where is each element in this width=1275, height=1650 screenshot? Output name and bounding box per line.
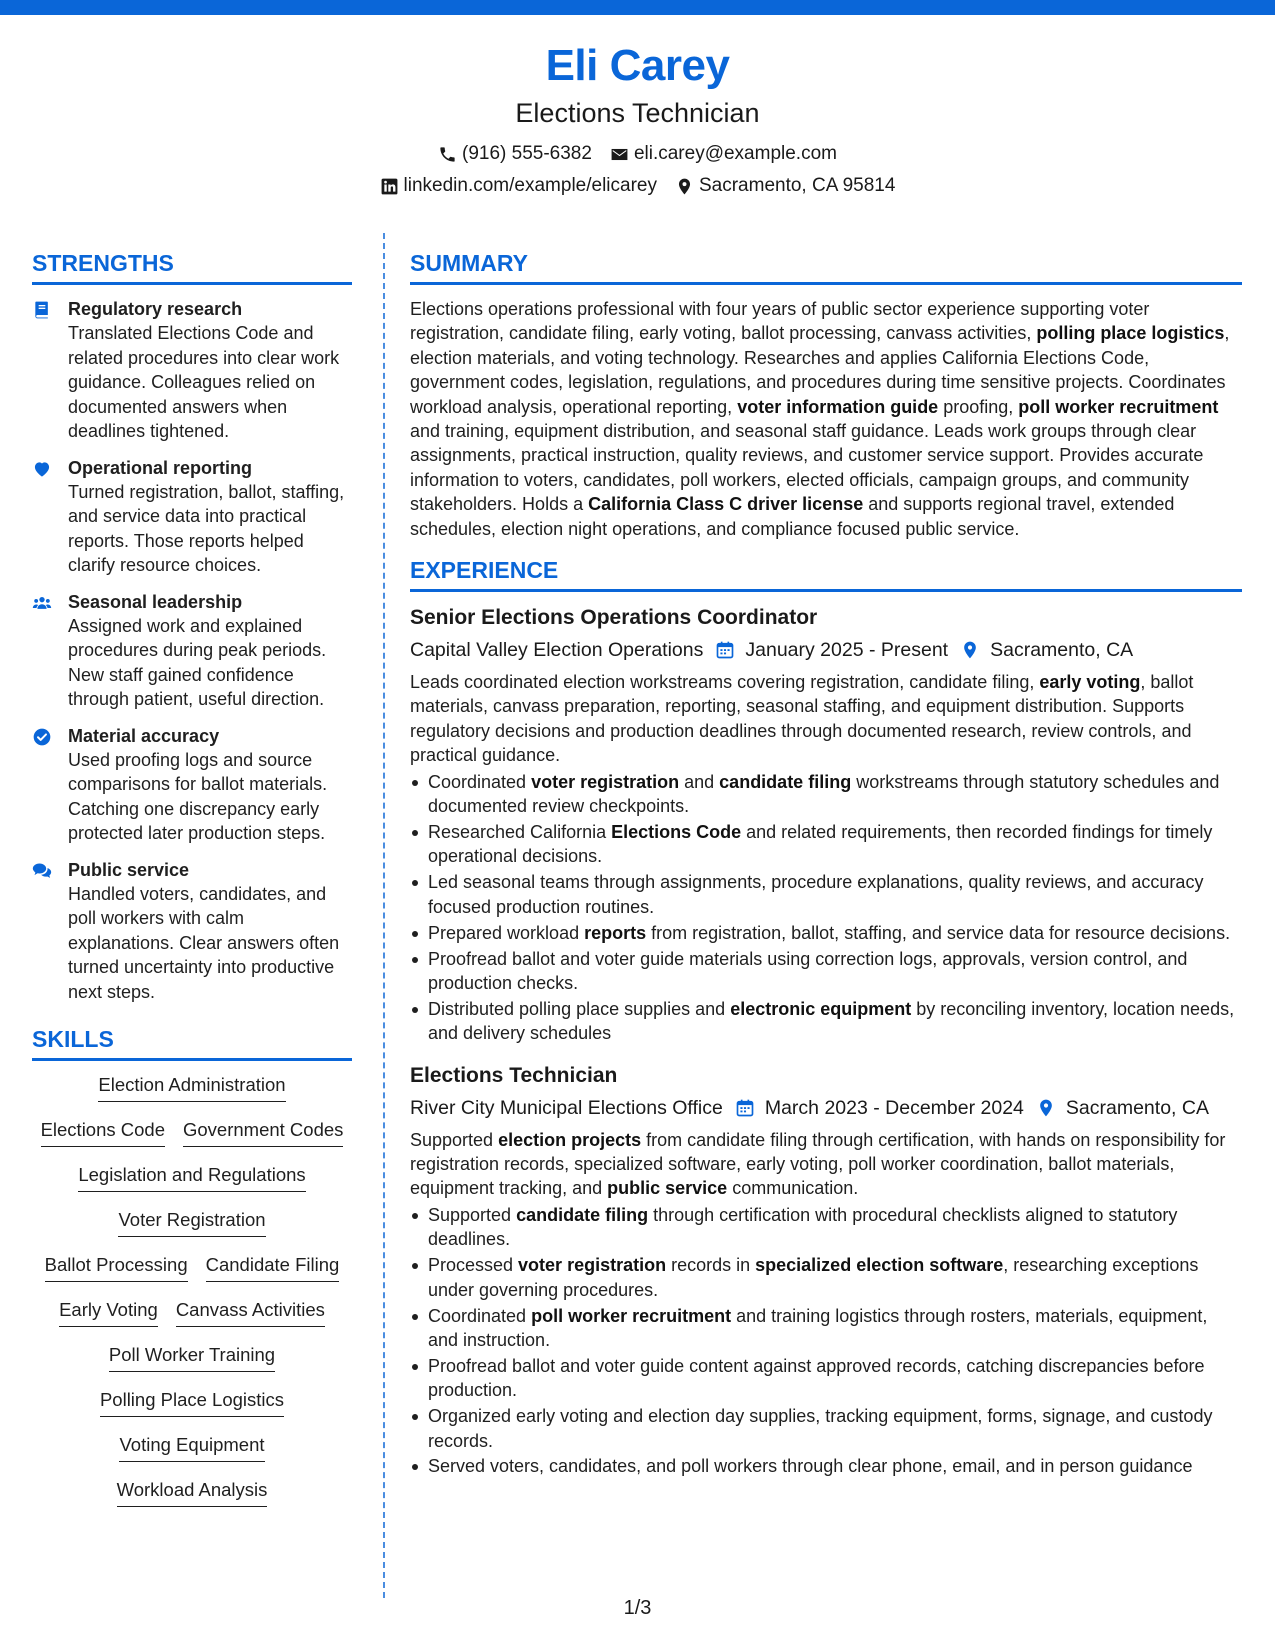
column-divider: [383, 233, 385, 1598]
map-marker-icon: [675, 177, 694, 196]
job-intro: Supported election projects from candidate filing through certification, with hands on responsibility for registration records, specialized software, early voting, poll worker coordination, ballot materials, equipment tracking, and public service communication.: [410, 1129, 1226, 1199]
map-marker-icon: [1036, 1098, 1056, 1118]
skill-row: [117, 1478, 268, 1523]
keyword-emphasis: Elections Code: [611, 822, 742, 842]
keyword-emphasis: election projects: [498, 1129, 642, 1150]
strength-title: Operational reporting: [68, 457, 253, 478]
job-company: Capital Valley Election Operations: [410, 639, 704, 662]
candidate-title: Elections Technician: [515, 98, 760, 128]
strengths-list: [32, 297, 352, 1004]
job-intro: Leads coordinated election workstreams covering registration, candidate filing, early voting, ballot materials, canvass preparation, reporting, seasonal staffing, and equipment distribution. Supports regulatory decisions and production deadlines through documented research, review controls, and practical guidance.: [410, 672, 1194, 766]
experience-list: [410, 604, 1242, 1479]
skill-row: [118, 1208, 265, 1253]
skill-tag: Voter Registration: [118, 1208, 265, 1237]
skill-row: [78, 1163, 305, 1208]
keyword-emphasis: voter information guide: [737, 396, 939, 417]
job-entry: [410, 604, 1242, 1046]
keyword-emphasis: California Class C driver license: [588, 494, 864, 515]
job-bullet: Researched California Elections Code and related requirements, then recorded findings for timely operational decisions.: [410, 820, 1242, 869]
skill-tag: Election Administration: [98, 1073, 285, 1102]
resume-header: [0, 40, 1275, 198]
strength-item: [32, 297, 352, 444]
keyword-emphasis: voter registration: [531, 771, 680, 792]
job-bullet: Proofread ballot and voter guide materials using correction logs, approvals, version control, and production checks.: [410, 947, 1242, 996]
keyword-emphasis: poll worker recruitment: [1018, 396, 1219, 417]
strength-description: Translated Elections Code and related procedures into clear work guidance. Colleagues relied on documented answers when deadlines tightened.: [68, 323, 340, 441]
calendar-icon: [715, 640, 735, 660]
job-meta: [410, 1094, 1242, 1122]
contact-row-2: [0, 174, 1275, 198]
skill-tag: Voting Equipment: [119, 1433, 264, 1462]
strength-body: [68, 456, 352, 578]
skills-list: [32, 1073, 352, 1523]
location-text: Sacramento, CA 95814: [698, 175, 896, 196]
keyword-emphasis: candidate filing: [719, 771, 852, 792]
summary-heading: SUMMARY: [410, 250, 1242, 285]
job-entry: [410, 1062, 1242, 1479]
skill-tag: Poll Worker Training: [109, 1343, 275, 1372]
skill-row: [119, 1433, 264, 1478]
candidate-name: Eli Carey: [545, 41, 730, 90]
job-bullet: Organized early voting and election day supplies, tracking equipment, forms, signage, and custody records.: [410, 1404, 1242, 1453]
skill-tag: Polling Place Logistics: [100, 1388, 284, 1417]
strength-item: [32, 456, 352, 578]
strength-title: Public service: [68, 859, 190, 880]
experience-heading: EXPERIENCE: [410, 557, 1242, 592]
skill-row: [100, 1388, 284, 1433]
strength-description: Assigned work and explained procedures during peak periods. New staff gained confidence through patient, useful direction.: [68, 615, 327, 709]
skills-heading: SKILLS: [32, 1026, 352, 1061]
right-column: [410, 250, 1242, 1495]
linkedin-contact[interactable]: [380, 174, 657, 198]
skill-row: [59, 1298, 325, 1343]
users-icon: [32, 590, 54, 712]
phone-icon: [438, 145, 457, 164]
job-dates: March 2023 - December 2024: [764, 1096, 1024, 1119]
strength-item: [32, 724, 352, 846]
strength-body: [68, 590, 352, 712]
map-marker-icon: [960, 640, 980, 660]
job-company: River City Municipal Elections Office: [410, 1096, 723, 1119]
strength-body: [68, 858, 352, 1005]
keyword-emphasis: electronic equipment: [730, 998, 912, 1019]
comments-icon: [32, 858, 54, 1005]
job-dates: January 2025 - Present: [745, 639, 949, 662]
summary-text: Elections operations professional with four years of public sector experience supporting voter registration, candidate filing, early voting, ballot processing, canvass activities, polling place logistics, election materials, and voting technology. Researches and applies California Elections Code, government codes, legislation, regulations, and procedures during time sensitive projects. Coordinates workload analysis, operational reporting, voter information guide proofing, poll worker recruitment and training, equipment distribution, and seasonal staff guidance. Leads work groups through clear assignments, practical instruction, quality reviews, and customer service support. Provides accurate information to voters, candidates, poll workers, elected officials, campaign groups, and community stakeholders. Holds a California Class C driver license and supports regional travel, extended schedules, election night operations, and compliance focused public service.: [410, 299, 1230, 539]
job-bullet: Served voters, candidates, and poll workers through clear phone, email, and in person guidance: [410, 1454, 1242, 1478]
keyword-emphasis: candidate filing: [516, 1204, 649, 1225]
job-bullet: Proofread ballot and voter guide content against approved records, catching discrepancies before production.: [410, 1354, 1242, 1403]
keyword-emphasis: poll worker recruitment: [531, 1305, 732, 1326]
linkedin-text: linkedin.com/example/elicarey: [403, 175, 657, 196]
linkedin-icon: [380, 177, 399, 196]
strength-item: [32, 858, 352, 1005]
job-bullet: Supported candidate filing through certification with procedural checklists aligned to statutory deadlines.: [410, 1203, 1242, 1252]
email-contact[interactable]: [610, 142, 837, 166]
job-bullet: Coordinated voter registration and candidate filing workstreams through statutory schedules and documented review checkpoints.: [410, 770, 1242, 819]
email-text: eli.carey@example.com: [633, 143, 837, 164]
skill-row: [98, 1073, 285, 1118]
skill-tag: Candidate Filing: [206, 1253, 340, 1282]
phone-text: (916) 555-6382: [462, 143, 592, 164]
calendar-icon: [735, 1098, 755, 1118]
envelope-icon: [610, 145, 629, 164]
strengths-heading: STRENGTHS: [32, 250, 352, 285]
phone-contact[interactable]: [438, 142, 592, 166]
skill-tag: Legislation and Regulations: [78, 1163, 305, 1192]
job-bullet: Prepared workload reports from registration, ballot, staffing, and service data for resource decisions.: [410, 921, 1242, 945]
job-bullet: Distributed polling place supplies and electronic equipment by reconciling inventory, location needs, and delivery schedules: [410, 997, 1242, 1046]
job-role: Elections Technician: [410, 1063, 618, 1087]
top-accent-bar: [0, 0, 1275, 15]
strength-description: Handled voters, candidates, and poll workers with calm explanations. Clear answers often turned uncertainty into productive next steps.: [68, 883, 340, 1002]
keyword-emphasis: early voting: [1039, 672, 1141, 693]
strength-title: Regulatory research: [68, 299, 243, 319]
skill-row: [109, 1343, 275, 1388]
keyword-emphasis: voter registration: [518, 1255, 667, 1276]
keyword-emphasis: public service: [607, 1178, 728, 1199]
location-contact: [675, 174, 895, 198]
skill-tag: Ballot Processing: [45, 1253, 188, 1282]
skill-tag: Government Codes: [183, 1118, 343, 1147]
job-role: Senior Elections Operations Coordinator: [410, 606, 818, 630]
page-number: 1/3: [623, 1597, 652, 1619]
strength-body: [68, 297, 352, 444]
check-circle-icon: [32, 724, 54, 846]
skill-tag: Early Voting: [59, 1298, 158, 1327]
job-bullets: [410, 770, 1242, 1046]
strength-description: Used proofing logs and source comparisons for ballot materials. Catching one discrepancy early protected later production steps.: [68, 749, 328, 843]
job-meta: [410, 636, 1242, 664]
keyword-emphasis: polling place logistics: [1036, 323, 1225, 344]
book-icon: [32, 297, 54, 444]
skill-tag: Workload Analysis: [117, 1478, 268, 1507]
contact-row-1: [0, 142, 1275, 166]
strength-description: Turned registration, ballot, staffing, and service data into practical reports. Those reports helped clarify resource choices.: [68, 481, 345, 575]
left-column: [32, 250, 352, 1523]
skill-tag: Canvass Activities: [176, 1298, 325, 1327]
skill-row: [45, 1253, 340, 1298]
job-bullet: Coordinated poll worker recruitment and training logistics through rosters, materials, equipment, and instruction.: [410, 1304, 1242, 1353]
job-bullet: Led seasonal teams through assignments, procedure explanations, quality reviews, and accuracy focused production routines.: [410, 870, 1242, 919]
job-bullets: [410, 1203, 1242, 1479]
job-location: Sacramento, CA: [1065, 1096, 1209, 1119]
skill-row: [41, 1118, 344, 1163]
strength-title: Material accuracy: [68, 725, 220, 746]
strength-body: [68, 724, 352, 846]
heart-icon: [32, 456, 54, 578]
job-location: Sacramento, CA: [990, 639, 1134, 662]
keyword-emphasis: specialized election software: [755, 1255, 1004, 1276]
keyword-emphasis: reports: [584, 922, 647, 943]
strength-title: Seasonal leadership: [68, 591, 243, 612]
skill-tag: Elections Code: [41, 1118, 165, 1147]
strength-item: [32, 590, 352, 712]
job-bullet: Processed voter registration records in specialized election software, researching exceptions under governing procedures.: [410, 1253, 1242, 1302]
